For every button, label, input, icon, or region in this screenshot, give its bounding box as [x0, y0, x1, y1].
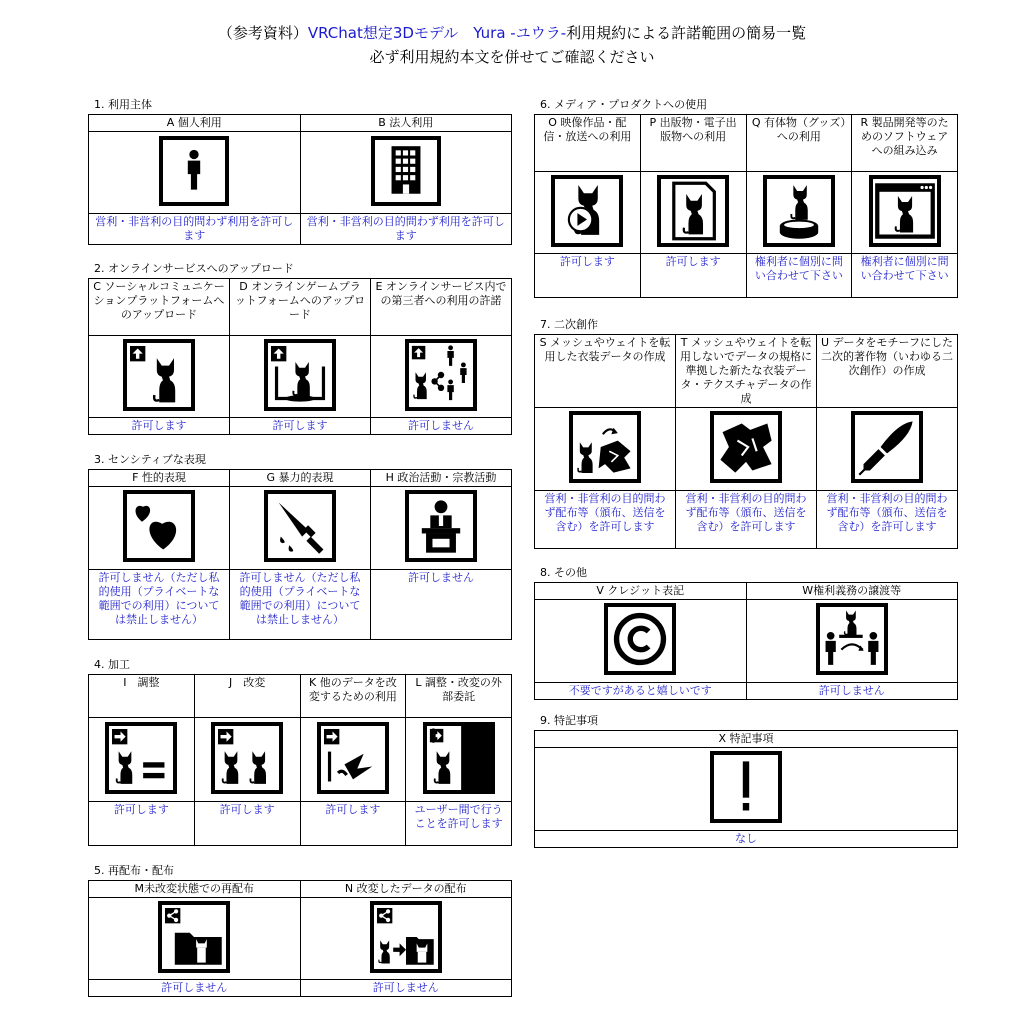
- column-label: H 政治活動・宗教活動: [371, 470, 512, 487]
- column-label: R 製品開発等のためのソフトウェアへの組み込み: [852, 115, 958, 172]
- person-icon: [159, 136, 229, 206]
- costume-transfer-icon: [569, 411, 641, 483]
- column-label: N 改変したデータの配布: [300, 881, 512, 898]
- permission-result: 営利・非営利の目的問わず利用を許可します: [89, 214, 301, 245]
- permission-result: 権利者に個別に問い合わせて下さい: [746, 254, 852, 298]
- podium-icon: [405, 490, 477, 562]
- permission-result: 許可します: [230, 418, 371, 435]
- permission-result: 営利・非営利の目的問わず配布等（頒布、送信を含む）を許可します: [676, 491, 817, 549]
- permission-result: 許可しません（ただし私的使用（プライベートな範囲での利用）については禁止しません）: [230, 570, 371, 640]
- section-title: 4. 加工: [94, 658, 130, 671]
- column-label: T メッシュやウェイトを転用しないでデータの規格に準拠した新たな衣装データ・テクスチャデータの作成: [676, 335, 817, 408]
- section-title: 7. 二次創作: [540, 318, 598, 331]
- section-sensitive: [88, 453, 512, 640]
- permission-table: [534, 730, 958, 848]
- section-special-notes: [534, 714, 958, 848]
- transfer-rights-icon: [816, 603, 888, 675]
- section-title: 5. 再配布・配布: [94, 864, 174, 877]
- document-title: [0, 22, 1024, 44]
- permission-result: 営利・非営利の目的問わず配布等（頒布、送信を含む）を許可します: [817, 491, 958, 549]
- permission-result: 許可しません（ただし私的使用（プライベートな範囲での利用）については禁止しません）: [89, 570, 230, 640]
- document-subtitle: 必ず利用規約本文を併せてご確認ください: [369, 48, 655, 66]
- permission-table: [534, 114, 958, 298]
- permission-table: [534, 334, 958, 549]
- permission-result: なし: [535, 831, 958, 848]
- column-label: K 他のデータを改変するための利用: [300, 675, 406, 718]
- column-label: X 特記事項: [535, 731, 958, 748]
- modify-other-icon: [317, 722, 389, 794]
- section-title: 1. 利用主体: [94, 98, 152, 111]
- column-label: C ソーシャルコミュニケーションプラットフォームへのアップロード: [89, 279, 230, 336]
- hearts-icon: [123, 490, 195, 562]
- video-icon: [551, 175, 623, 247]
- column-label: E オンラインサービス内での第三者への利用の許諾: [371, 279, 512, 336]
- column-label: P 出版物・電子出版物への利用: [640, 115, 746, 172]
- section-derivative-works: [534, 318, 958, 549]
- section-redistribution: [88, 864, 512, 997]
- software-icon: [869, 175, 941, 247]
- redistribute-icon: [158, 901, 230, 973]
- knife-icon: [264, 490, 336, 562]
- section-title: 3. センシティブな表現: [94, 453, 206, 466]
- permission-result: 営利・非営利の目的問わず配布等（頒布、送信を含む）を許可します: [535, 491, 676, 549]
- figure-goods-icon: [763, 175, 835, 247]
- permission-result: 許可します: [535, 254, 641, 298]
- column-label: B 法人利用: [300, 115, 512, 132]
- column-label: S メッシュやウェイトを転用した衣装データの作成: [535, 335, 676, 408]
- publication-icon: [657, 175, 729, 247]
- column-label: V クレジット表記: [535, 583, 747, 600]
- adjust-icon: [105, 722, 177, 794]
- column-label: A 個人利用: [89, 115, 301, 132]
- permission-result: 許可しません: [371, 418, 512, 435]
- permission-result: ユーザー間で行うことを許可します: [406, 802, 512, 846]
- permission-result: 許可しません: [746, 683, 958, 700]
- section-title: 9. 特記事項: [540, 714, 598, 727]
- column-label: M未改変状態での再配布: [89, 881, 301, 898]
- section-title: 8. その他: [540, 566, 587, 579]
- title-suffix: 利用規約による許諾範囲の簡易一覧: [566, 24, 807, 42]
- outsource-icon: [423, 722, 495, 794]
- upload-avatar-icon: [123, 339, 195, 411]
- permission-result: 許可します: [194, 802, 300, 846]
- costume-new-icon: [710, 411, 782, 483]
- section-title: 6. メディア・プロダクトへの使用: [540, 98, 708, 111]
- column-label: I 調整: [89, 675, 195, 718]
- column-label: U データをモチーフにした二次的著作物（いわゆる二次創作）の作成: [817, 335, 958, 408]
- permission-result: 営利・非営利の目的問わず利用を許可します: [300, 214, 512, 245]
- exclamation-icon: [710, 751, 782, 823]
- permission-table: [88, 114, 512, 245]
- permission-result: 権利者に個別に問い合わせて下さい: [852, 254, 958, 298]
- section-processing: [88, 658, 512, 846]
- section-online-upload: [88, 262, 512, 435]
- permission-result: 許可します: [89, 802, 195, 846]
- permission-table: [88, 469, 512, 640]
- column-label: W権利義務の譲渡等: [746, 583, 958, 600]
- permission-result: 不要ですがあると嬉しいです: [535, 683, 747, 700]
- column-label: F 性的表現: [89, 470, 230, 487]
- permission-result: 許可します: [89, 418, 230, 435]
- permission-result: 許可します: [300, 802, 406, 846]
- pen-icon: [851, 411, 923, 483]
- section-other: [534, 566, 958, 700]
- column-label: Q 有体物（グッズ）への利用: [746, 115, 852, 172]
- column-label: O 映像作品・配信・放送への利用: [535, 115, 641, 172]
- building-icon: [371, 136, 441, 206]
- distribute-modified-icon: [370, 901, 442, 973]
- permission-result: 許可します: [640, 254, 746, 298]
- modify-icon: [211, 722, 283, 794]
- column-label: D オンラインゲームプラットフォームへのアップロード: [230, 279, 371, 336]
- section-usage-subject: [88, 98, 512, 245]
- permission-table: [534, 582, 958, 700]
- upload-game-icon: [264, 339, 336, 411]
- copyright-icon: [604, 603, 676, 675]
- section-media-products: [534, 98, 958, 298]
- column-label: L 調整・改変の外部委託: [406, 675, 512, 718]
- permission-result: 許可しません: [371, 570, 512, 640]
- column-label: J 改変: [194, 675, 300, 718]
- permission-result: 許可しません: [300, 980, 512, 997]
- permission-table: [88, 278, 512, 435]
- model-name: VRChat想定3Dモデル Yura -ユウラ-: [307, 24, 567, 42]
- share-third-party-icon: [405, 339, 477, 411]
- title-prefix: （参考資料）: [217, 24, 308, 42]
- section-title: 2. オンラインサービスへのアップロード: [94, 262, 294, 275]
- permission-table: [88, 674, 512, 846]
- column-label: G 暴力的表現: [230, 470, 371, 487]
- permission-table: [88, 880, 512, 997]
- permission-result: 許可しません: [89, 980, 301, 997]
